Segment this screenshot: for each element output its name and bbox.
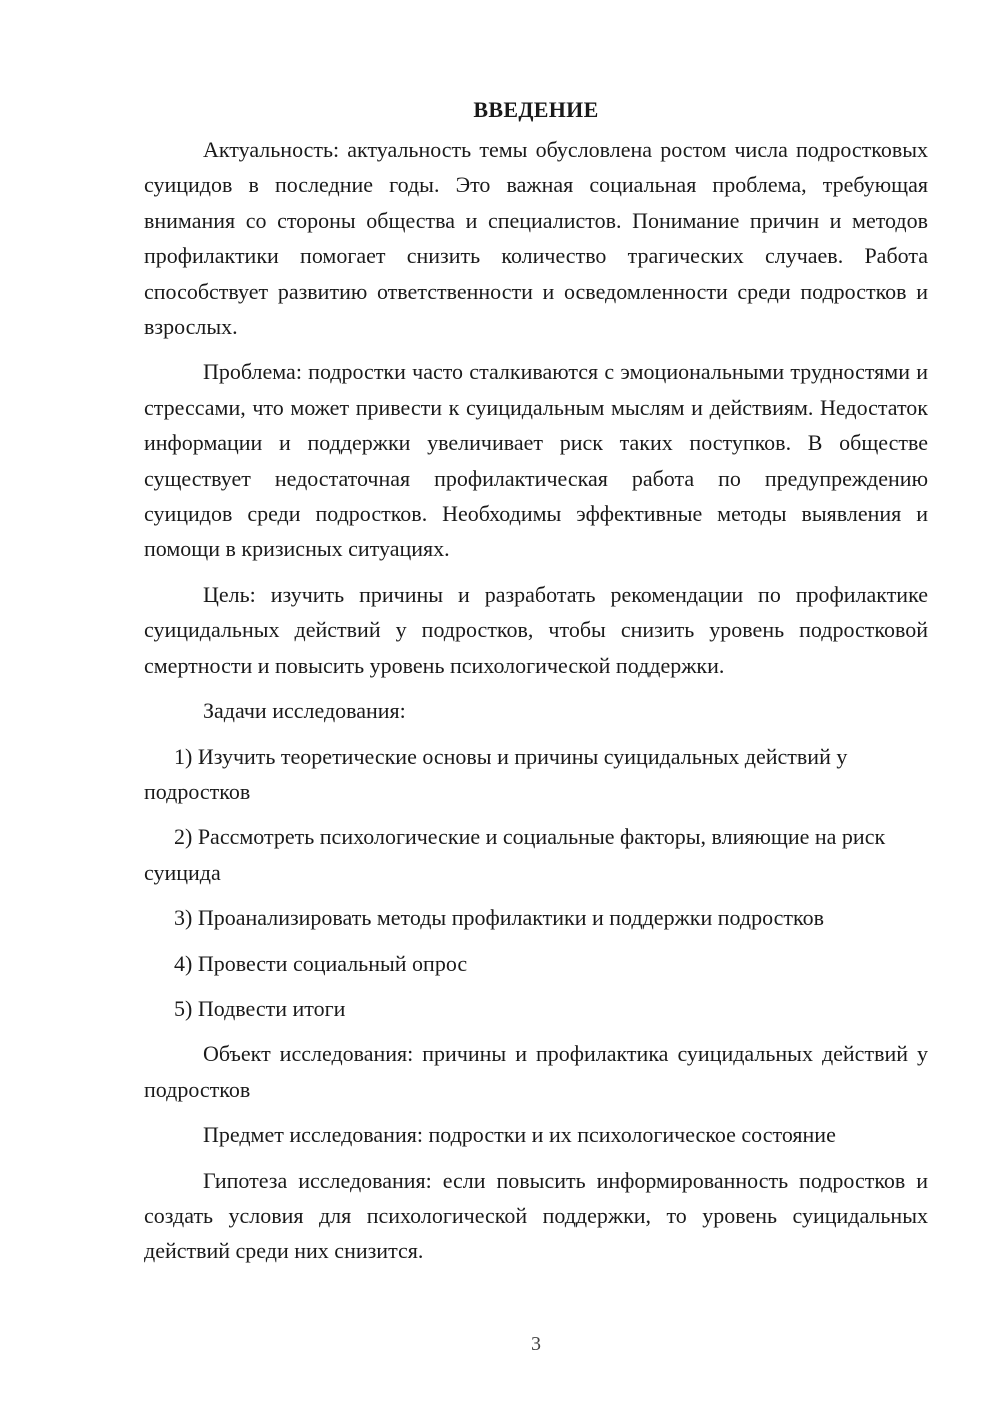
task-item-3: 3) Проанализировать методы профилактики и поддержки подростков — [174, 905, 824, 931]
paragraph-relevance: Актуальность: актуальность темы обусловлена ростом числа подростковых суицидов в последние годы. Это важная социальная проблема, требующая внимания со стороны общества и специалистов. Понимание причин и методов профилактики помогает снизить количество трагических случаев. Работа способствует развитию ответственности и осведомленности среди подростков и взрослых. — [144, 137, 928, 340]
task-item-4: 4) Провести социальный опрос — [174, 950, 468, 976]
paragraph-problem: Проблема: подростки часто сталкиваются с эмоциональными трудностями и стрессами, что может привести к суицидальным мыслям и действиям. Недостаток информации и поддержки увеличивает риск таких поступков. В обществе существует недостаточная профилактическая работа по предупреждению суицидов среди подростков. Необходимы эффективные методы выявления и помощи в кризисных ситуациях. — [144, 359, 928, 562]
paragraph-object: Объект исследования: причины и профилактика суицидальных действий у подростков — [144, 1041, 928, 1102]
page-number: 3 — [531, 1333, 541, 1355]
tasks-heading: Задачи исследования: — [203, 698, 406, 724]
task-item-1: 1) Изучить теоретические основы и причины суицидальных действий у подростков — [144, 743, 848, 804]
document-page — [144, 90, 928, 1279]
task-item-5: 5) Подвести итоги — [174, 995, 346, 1021]
paragraph-subject: Предмет исследования: подростки и их психологическое состояние — [203, 1122, 836, 1148]
task-item-2: 2) Рассмотреть психологические и социальные факторы, влияющие на риск суицида — [144, 824, 886, 885]
section-heading: ВВЕДЕНИЕ — [473, 97, 599, 122]
paragraph-hypothesis: Гипотеза исследования: если повысить информированность подростков и создать условия для психологической поддержки, то уровень суицидальных действий среди них снизится. — [144, 1167, 928, 1264]
paragraph-goal: Цель: изучить причины и разработать рекомендации по профилактике суицидальных действий у подростков, чтобы снизить уровень подростковой смертности и повысить уровень психологической поддержки. — [144, 581, 928, 678]
